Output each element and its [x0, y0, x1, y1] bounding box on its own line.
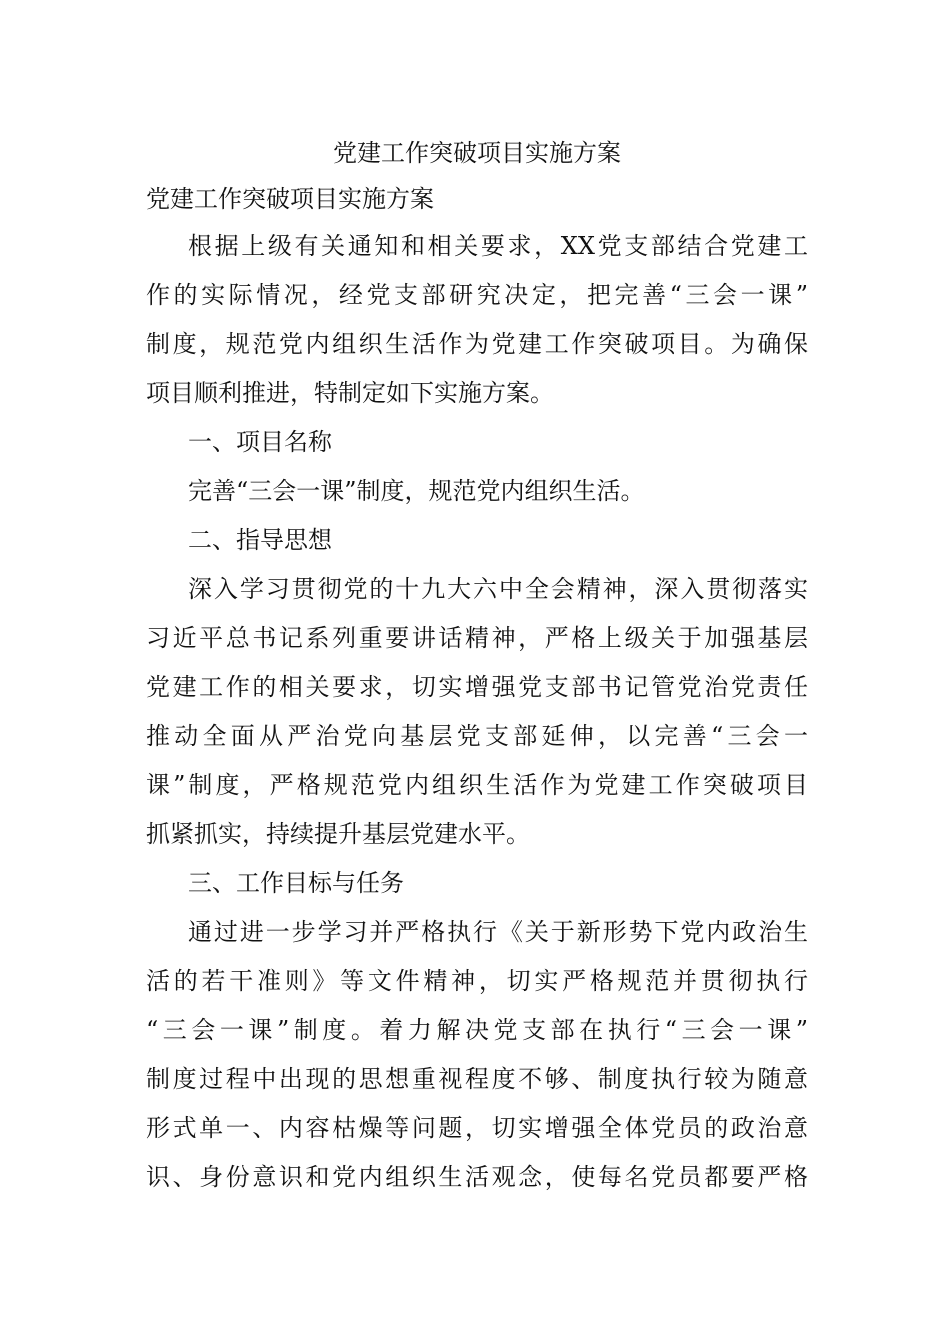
document-subtitle: 党建工作突破项目实施方案 — [146, 185, 434, 213]
text-line: 深入学习贯彻党的十九大六中全会精神，深入贯彻落实 — [188, 575, 808, 603]
text-line: 项目顺利推进，特制定如下实施方案。 — [146, 379, 554, 407]
section-heading-goals-tasks: 三、工作目标与任务 — [188, 869, 404, 897]
text-line: 党建工作的相关要求，切实增强党支部书记管党治党责任 — [146, 673, 808, 701]
text-line: 识、身份意识和党内组织生活观念，使每名党员都要严格 — [146, 1163, 808, 1191]
document-body — [146, 130, 808, 1202]
text-line: 课”制度，严格规范党内组织生活作为党建工作突破项目 — [146, 771, 808, 799]
section-heading-guiding-thought: 二、指导思想 — [188, 526, 332, 554]
text-line: 形式单一、内容枯燥等问题，切实增强全体党员的政治意 — [146, 1114, 808, 1142]
paragraph-intro — [146, 222, 808, 418]
text-line: 作的实际情况，经党支部研究决定，把完善“三会一课” — [146, 281, 808, 309]
text-line: 制度，规范党内组织生活作为党建工作突破项目。为确保 — [146, 330, 808, 358]
paragraph-goals-tasks — [146, 908, 808, 1202]
paragraph-guiding-thought — [146, 565, 808, 859]
paragraph-project-name: 完善“三会一课”制度，规范党内组织生活。 — [188, 477, 645, 505]
text-line: 抓紧抓实，持续提升基层党建水平。 — [146, 820, 530, 848]
text-line: “三会一课”制度。着力解决党支部在执行“三会一课” — [146, 1016, 808, 1044]
text-line: 活的若干准则》等文件精神，切实严格规范并贯彻执行 — [146, 967, 808, 995]
text-line: 推动全面从严治党向基层党支部延伸，以完善“三会一 — [146, 722, 808, 750]
text-line: 习近平总书记系列重要讲话精神，严格上级关于加强基层 — [146, 624, 808, 652]
text-line: 根据上级有关通知和相关要求，XX党支部结合党建工 — [188, 232, 808, 260]
section-heading-project-name: 一、项目名称 — [188, 428, 332, 456]
document-title: 党建工作突破项目实施方案 — [333, 139, 621, 167]
text-line: 通过进一步学习并严格执行《关于新形势下党内政治生 — [188, 918, 808, 946]
text-line: 制度过程中出现的思想重视程度不够、制度执行较为随意 — [146, 1065, 808, 1093]
